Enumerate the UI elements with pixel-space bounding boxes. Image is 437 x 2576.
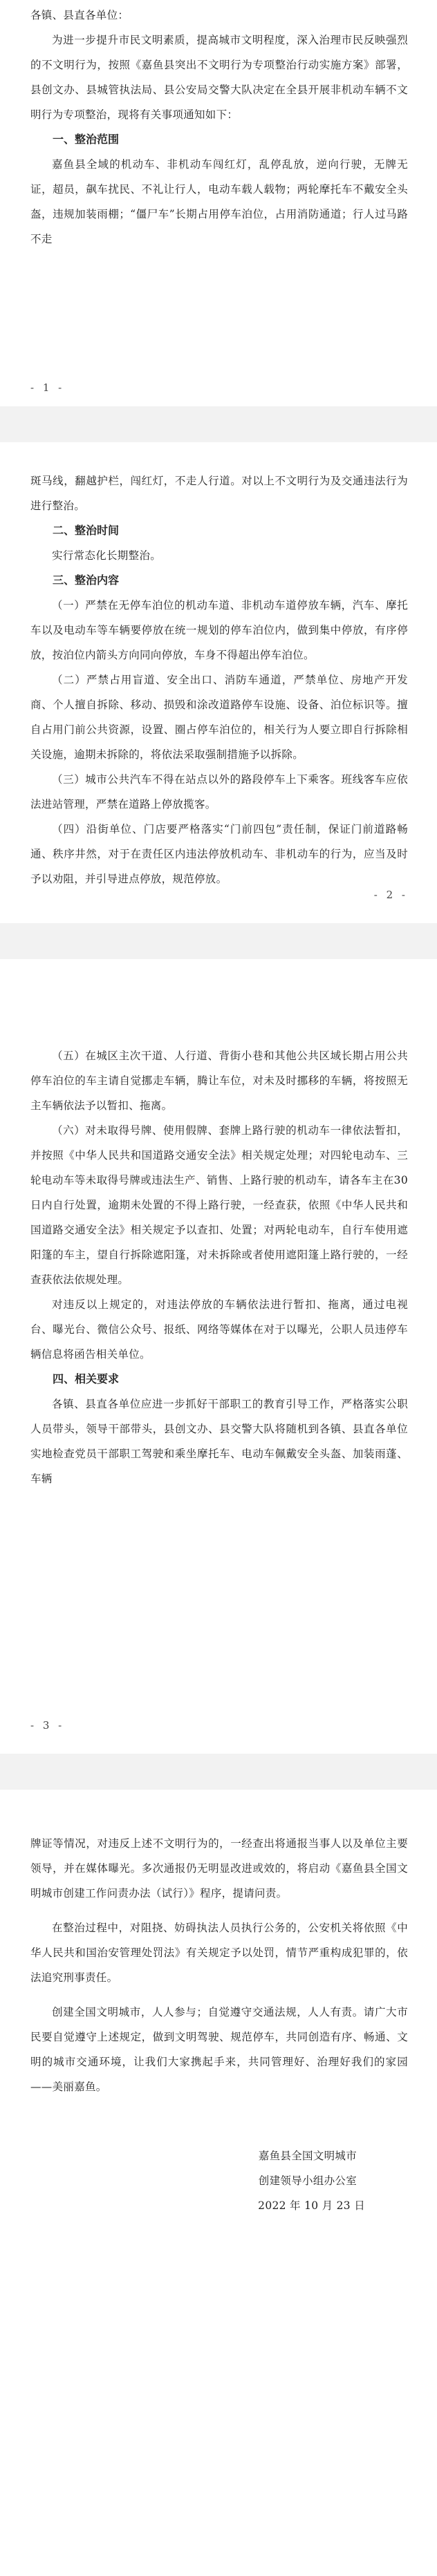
content-item-4: （四）沿街单位、门店要严格落实“门前四包”责任制，保证门前道路畅通、秩序井然，对于在责任区内违法停放机动车、非机动车的行为，应当及时予以劝阻，并引导进点停放，规范停放。	[30, 823, 408, 885]
content-item-2: （二）严禁占用盲道、安全出口、消防车通道，严禁单位、房地产开发商、个人擅自拆除、移动、损毁和涂改道路停车设施、设备、泊位标识等。擅自占用门前公共资源，设置、圈占停车泊位的，相关行为人要立即自行拆除相关设施，逾期未拆除的，将依法采取强制措施予以拆除。	[30, 674, 408, 761]
content-item-1: （一）严禁在无停车泊位的机动车道、非机动车道停放车辆，汽车、摩托车以及电动车等车辆要停放在统一规划的停车泊位内，做到集中停放，有序停放，按泊位内箭头方向同向停放，车身不得超出停车泊位。	[30, 599, 408, 661]
page-gap	[0, 1754, 437, 1790]
scope-paragraph: 嘉鱼县全域的机动车、非机动车闯红灯，乱停乱放，逆向行驶，无牌无证，超员，飙车扰民、不礼让行人，电动车载人载物；两轮摩托车不戴安全头盔，违规加装雨棚；“僵尸车”长期占用停车泊位，占用消防通道；行人过马路不走	[30, 158, 408, 245]
page-gap	[0, 406, 437, 442]
page-number-1: - 1 -	[30, 381, 65, 394]
document-page-1	[0, 0, 437, 406]
closing-paragraph: 创建全国文明城市，人人参与；自觉遵守交通法规，人人有责。请广大市民要自觉遵守上述规定，做到文明驾驶、规范停车，共同创造有序、畅通、文明的城市交通环境，让我们大家携起手来，共同管理好、治理好我们的家园——美丽嘉鱼。	[30, 2006, 408, 2093]
signature-org-line-1: 嘉鱼县全国文明城市	[258, 2150, 357, 2162]
signature-org-line-2: 创建领导小组办公室	[258, 2175, 357, 2187]
content-item-6: （六）对未取得号牌、使用假牌、套牌上路行驶的机动车一律依法暂扣，并按照《中华人民共和国道路交通安全法》相关规定处理；对四轮电动车、三轮电动车等未取得号牌或违法生产、销售、上路行驶的机动车，请各车主在30日内自行处置，逾期未处置的不得上路行驶，一经查获，依照《中华人民共和国道路交通安全法》相关规定予以查扣、处置；对两轮电动车，自行车使用遮阳篷的车主，望自行拆除遮阳篷，对未拆除或者使用遮阳篷上路行驶的，一经查获依法依规处理。	[30, 1124, 408, 1286]
document-page-2	[0, 442, 437, 923]
requirements-paragraph-continued: 牌证等情况，对违反上述不文明行为的，一经查出将通报当事人以及单位主要领导，并在媒体曝光。多次通报仍无明显改进或效的，将启动《嘉鱼县全国文明城市创建工作问责办法（试行）》程序，提请问责。	[30, 1837, 408, 1900]
content-item-5: （五）在城区主次干道、人行道、背街小巷和其他公共区域长期占用公共停车泊位的车主请自觉挪走车辆，腾让车位，对未及时挪移的车辆，将按照无主车辆依法予以暂扣、拖离。	[30, 1050, 408, 1112]
page-gap	[0, 923, 437, 959]
enforcement-paragraph: 对违反以上规定的，对违法停放的车辆依法进行暂扣、拖离，通过电视台、曝光台、微信公众号、报纸、网络等媒体在对于以曝光，公职人员违停车辆信息将函告相关单位。	[30, 1298, 408, 1361]
section-heading-requirements: 四、相关要求	[53, 1372, 120, 1385]
section-heading-time: 二、整治时间	[53, 524, 120, 537]
scope-paragraph-continued: 斑马线，翻越护栏，闯红灯，不走人行道。对以上不文明行为及交通违法行为进行整治。	[30, 475, 408, 512]
salutation: 各镇、县直各单位：	[30, 9, 129, 21]
requirements-paragraph: 各镇、县直各单位应进一步抓好干部职工的教育引导工作，严格落实公职人员带头，领导干部带头，县创文办、县交警大队将随机到各镇、县直各单位实地检查党员干部职工驾驶和乘坐摩托车、电动车佩戴安全头盔、加装雨蓬、车辆	[30, 1398, 408, 1485]
section-heading-content: 三、整治内容	[53, 574, 120, 587]
page-number-2: - 2 -	[373, 889, 408, 901]
intro-paragraph: 为进一步提升市民文明素质，提高城市文明程度，深入治理市民反映强烈的不文明行为，按照《嘉鱼县突出不文明行为专项整治行动实施方案》部署，县创文办、县城管执法局、县公安局交警大队决定在全县开展非机动车辆不文明行为专项整治，现将有关事项通知如下：	[30, 34, 408, 121]
time-paragraph: 实行常态化长期整治。	[52, 549, 162, 562]
document-page-3	[0, 959, 437, 1754]
obstruction-paragraph: 在整治过程中，对阻挠、妨碍执法人员执行公务的，公安机关将依照《中华人民共和国治安管理处罚法》有关规定予以处罚，情节严重构成犯罪的，依法追究刑事责任。	[30, 1922, 408, 1984]
content-item-3: （三）城市公共汽车不得在站点以外的路段停车上下乘客。班线客车应依法进站管理，严禁在道路上停放揽客。	[30, 773, 408, 811]
signature-date: 2022 年 10 月 23 日	[258, 2199, 365, 2212]
document-page-4	[0, 1790, 437, 2576]
section-heading-scope: 一、整治范围	[53, 133, 120, 146]
page-number-3: - 3 -	[30, 1719, 65, 1732]
